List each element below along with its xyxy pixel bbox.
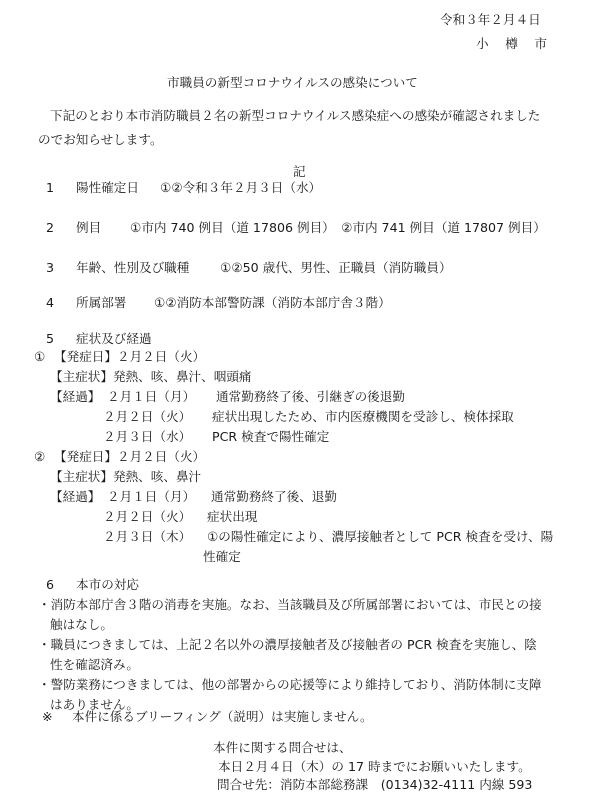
- course-text: 症状出現: [207, 509, 258, 524]
- contact-line-3: 問合せ先：消防本部総務課 (0134)32-4111 内線 593: [217, 777, 533, 792]
- item-4: [46, 297, 391, 310]
- note-mark: ※: [42, 709, 53, 724]
- section-title: 症状及び経過: [76, 331, 152, 346]
- item-number: 2: [46, 220, 55, 235]
- item-label: 所属部署: [76, 295, 127, 310]
- item-number: 1: [46, 180, 55, 195]
- item-value: ①市内 740 例目（道 17806 例目） ②市内 741 例目（道 17807 例目）: [130, 220, 546, 235]
- section-5-heading: [46, 333, 152, 346]
- contact-line-1: 本件に関する問合せは、: [213, 740, 352, 755]
- onset-text: 【発症日】２月２日（火）: [54, 449, 206, 464]
- case-1-onset: [34, 351, 205, 364]
- case-1-course-row: [103, 411, 514, 424]
- note-text: 本件に係るブリーフィング（説明）は実施しません。: [72, 709, 373, 724]
- section-6-heading: [46, 579, 139, 592]
- item-value: ①②50 歳代、男性、正職員（消防職員）: [220, 260, 452, 275]
- course-text: 通常勤務終了後、退勤: [211, 489, 337, 504]
- onset-text: 【発症日】２月２日（火）: [54, 349, 206, 364]
- course-date: ２月２日（火）: [103, 509, 192, 524]
- course-date: ２月２日（火）: [103, 409, 192, 424]
- briefing-note: [42, 711, 373, 724]
- course-text: 通常勤務終了後、引継ぎの後退勤: [216, 389, 405, 404]
- item-value: ①②令和３年２月３日（水）: [160, 180, 322, 195]
- contact-line-2: 本日２月４日（木）の 17 時までにお願いいたします。: [218, 759, 531, 774]
- intro-line-1: 下記のとおり本市消防職員２名の新型コロナウイルス感染症への感染が確認されました: [50, 108, 541, 123]
- item-label: 例目: [76, 220, 102, 235]
- course-text: ①の陽性確定により、濃厚接触者として PCR 検査を受け、陽: [207, 529, 554, 544]
- course-date: ２月３日（木）: [103, 529, 192, 544]
- case-1-course-row: [103, 431, 329, 444]
- section-title: 本市の対応: [76, 577, 139, 592]
- item-number: 3: [46, 260, 55, 275]
- response-bullet-2-cont: 性を確認済み。: [50, 657, 139, 672]
- response-bullet-2: ・職員につきましては、上記２名以外の濃厚接触者及び接触者の PCR 検査を実施し、陰: [38, 637, 537, 652]
- section-number: 6: [46, 577, 55, 592]
- section-number: 5: [46, 331, 55, 346]
- item-value: ①②消防本部警防課（消防本部庁舎３階）: [154, 295, 391, 310]
- case-2-onset: [34, 451, 205, 464]
- course-date: ２月３日（水）: [103, 429, 192, 444]
- response-bullet-1-cont: 触はなし。: [50, 617, 113, 632]
- case-marker: ①: [34, 349, 46, 364]
- response-bullet-3-cont: はありません。: [50, 697, 139, 712]
- item-label: 陽性確定日: [76, 180, 139, 195]
- course-label: 【経過】: [50, 389, 101, 404]
- item-1: [46, 182, 321, 195]
- course-label: 【経過】: [50, 489, 101, 504]
- case-1-symptoms: 【主症状】発熱、咳、鼻汁、咽頭痛: [50, 369, 252, 384]
- document-title: 市職員の新型コロナウイルスの感染について: [167, 75, 418, 90]
- ki-marker: 記: [293, 164, 306, 179]
- course-date: ２月１日（月）: [107, 389, 196, 404]
- response-bullet-3: ・警防業務につきましては、他の部署からの応援等により維持しており、消防体制に支障: [38, 677, 542, 692]
- case-2-course-row: [103, 531, 553, 544]
- case-2-course-continuation: 性確定: [203, 549, 241, 564]
- issuer-name: 小 樽 市: [476, 36, 549, 51]
- intro-line-2: のでお知らせします。: [38, 132, 163, 147]
- case-1-course-row: [50, 391, 405, 404]
- course-text: 症状出現したため、市内医療機関を受診し、検体採取: [212, 409, 514, 424]
- case-2-symptoms: 【主症状】発熱、咳、鼻汁: [50, 469, 202, 484]
- course-date: ２月１日（月）: [107, 489, 196, 504]
- case-2-course-row: [50, 491, 337, 504]
- response-bullet-1: ・消防本部庁舎３階の消毒を実施。なお、当該職員及び所属部署においては、市民との接: [38, 597, 542, 612]
- case-2-course-row: [103, 511, 257, 524]
- item-number: 4: [46, 295, 55, 310]
- course-text: PCR 検査で陽性確定: [212, 429, 330, 444]
- item-2: [46, 222, 546, 235]
- document-date: 令和３年２月４日: [440, 12, 541, 27]
- item-label: 年齢、性別及び職種: [76, 260, 190, 275]
- case-marker: ②: [34, 449, 46, 464]
- item-3: [46, 262, 452, 275]
